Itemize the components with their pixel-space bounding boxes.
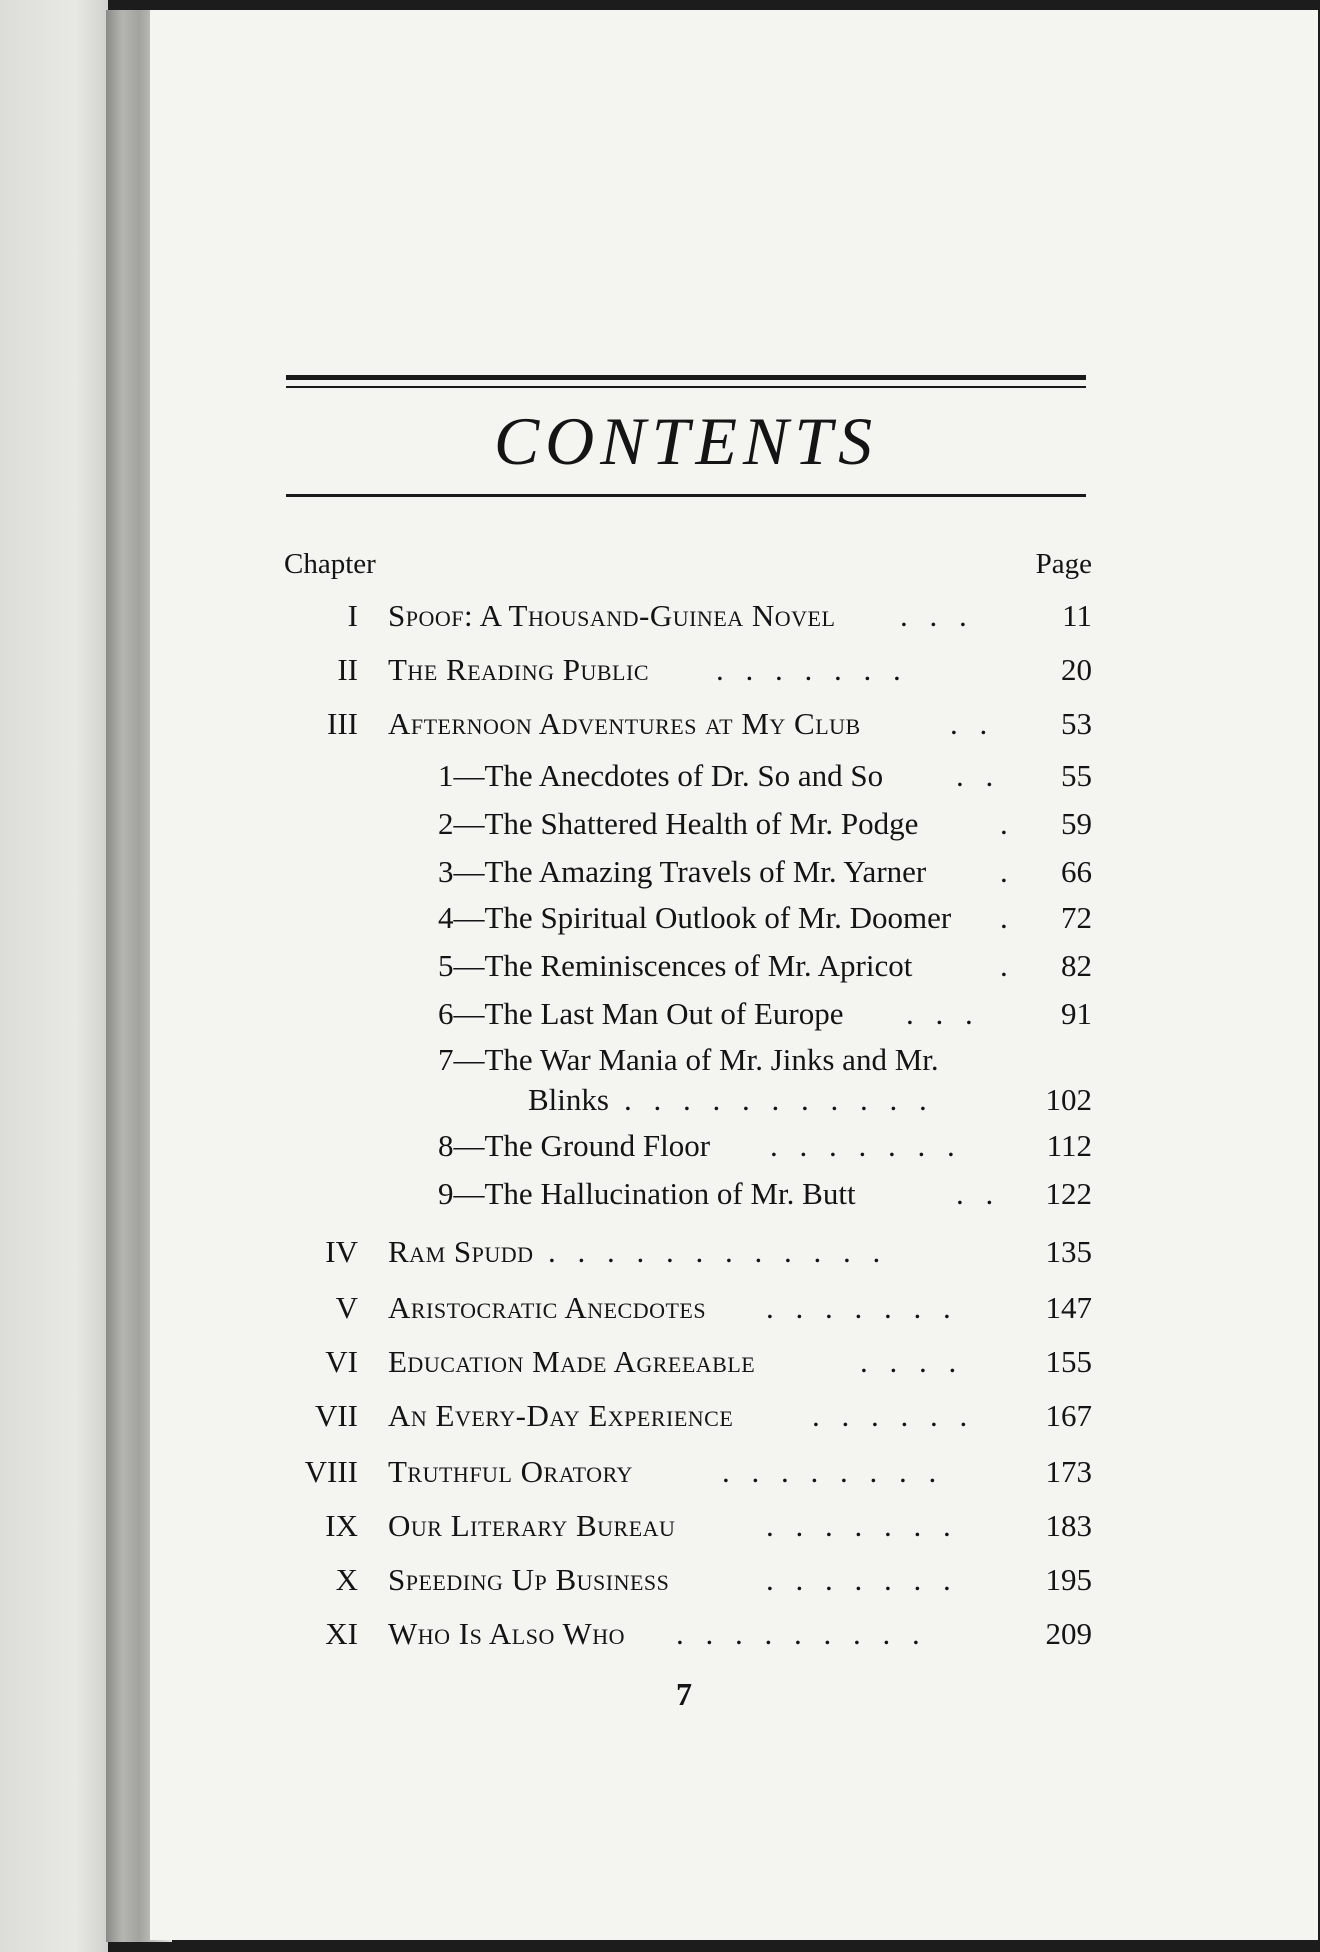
chapter-title: 3—The Amazing Travels of Mr. Yarner: [438, 854, 927, 889]
chapter-title: Speeding Up Business: [388, 1562, 670, 1597]
chapter-title: Truthful Oratory: [388, 1454, 633, 1489]
chapter-number: IV: [325, 1234, 358, 1269]
chapter-number: V: [335, 1290, 358, 1325]
chapter-title: 6—The Last Man Out of Europe: [438, 996, 844, 1031]
page-ref: 59: [1061, 806, 1092, 841]
chapter-title: 4—The Spiritual Outlook of Mr. Doomer: [438, 900, 952, 935]
chapter-title: 8—The Ground Floor: [438, 1128, 711, 1163]
chapter-number: X: [335, 1562, 358, 1597]
page-ref: 55: [1061, 758, 1092, 793]
title-underline-rule: [286, 494, 1086, 497]
dot-leader: . . . . . . .: [766, 1562, 951, 1597]
chapter-number: VII: [314, 1398, 358, 1433]
top-rule-thin: [286, 386, 1086, 388]
page-ref: 167: [1045, 1398, 1092, 1433]
chapter-title: 7—The War Mania of Mr. Jinks and Mr.: [438, 1042, 939, 1077]
dot-leader: . . . . . . .: [770, 1128, 955, 1163]
chapter-title: Who Is Also Who: [388, 1616, 626, 1651]
chapter-title: Education Made Agreeable: [388, 1344, 756, 1379]
page-ref: 112: [1046, 1128, 1092, 1163]
dot-leader: . . .: [906, 996, 973, 1031]
dot-leader: . .: [956, 758, 994, 793]
dot-leader: . . . .: [860, 1344, 957, 1379]
chapter-title: Our Literary Bureau: [388, 1508, 676, 1543]
chapter-number: I: [347, 598, 358, 633]
page-ref: 155: [1045, 1344, 1092, 1379]
page-ref: 173: [1045, 1454, 1092, 1489]
chapter-title: 2—The Shattered Health of Mr. Podge: [438, 806, 919, 841]
dot-leader: . .: [950, 706, 988, 741]
dot-leader: .: [1000, 806, 1008, 841]
dot-leader: .: [1000, 948, 1008, 983]
chapter-title: Blinks: [528, 1082, 609, 1117]
dot-leader: . . . . . . .: [766, 1508, 951, 1543]
chapter-title: The Reading Public: [388, 652, 649, 687]
page-ref: 66: [1061, 854, 1092, 889]
dot-leader: . . . . . . . . . . . .: [548, 1234, 881, 1269]
dot-leader: . . . . . . . .: [722, 1454, 937, 1489]
page-column-header: Page: [1035, 548, 1092, 580]
facing-page-edge: [0, 0, 108, 1952]
dot-leader: . . . . . . .: [716, 652, 901, 687]
page-ref: 147: [1045, 1290, 1092, 1325]
dot-leader: . . .: [900, 598, 967, 633]
page-ref: 195: [1045, 1562, 1092, 1597]
chapter-column-header: Chapter: [284, 548, 376, 580]
page-ref: 122: [1045, 1176, 1092, 1211]
page-ref: 91: [1061, 996, 1092, 1031]
page-ref: 11: [1062, 598, 1092, 633]
chapter-title: Afternoon Adventures at My Club: [388, 706, 861, 741]
chapter-title: Aristocratic Anecdotes: [388, 1290, 707, 1325]
chapter-number: VI: [325, 1344, 358, 1379]
dot-leader: . . . . . .: [812, 1398, 968, 1433]
page-ref: 53: [1061, 706, 1092, 741]
page-ref: 135: [1045, 1234, 1092, 1269]
page-ref: 102: [1045, 1082, 1092, 1117]
chapter-number: VIII: [304, 1454, 358, 1489]
page-ref: 183: [1045, 1508, 1092, 1543]
chapter-title: 5—The Reminiscences of Mr. Apricot: [438, 948, 913, 983]
dot-leader: . . . . . . . . . . .: [624, 1082, 927, 1117]
dot-leader: . .: [956, 1176, 994, 1211]
chapter-title: An Every-Day Experience: [388, 1398, 734, 1433]
top-rule-thick: [286, 375, 1086, 380]
dot-leader: . . . . . . .: [766, 1290, 951, 1325]
chapter-number: XI: [325, 1616, 358, 1651]
dot-leader: .: [1000, 854, 1008, 889]
page-ref: 20: [1061, 652, 1092, 687]
dot-leader: . . . . . . . . .: [676, 1616, 920, 1651]
chapter-title: 9—The Hallucination of Mr. Butt: [438, 1176, 856, 1211]
page-title: CONTENTS: [493, 403, 879, 479]
chapter-title: Ram Spudd: [388, 1234, 534, 1269]
dot-leader: .: [1000, 900, 1008, 935]
page-number: 7: [676, 1676, 692, 1712]
chapter-title: Spoof: A Thousand-Guinea Novel: [388, 598, 836, 633]
page-ref: 72: [1061, 900, 1092, 935]
page-ref: 82: [1061, 948, 1092, 983]
page-ref: 209: [1045, 1616, 1092, 1651]
chapter-title: 1—The Anecdotes of Dr. So and So: [438, 758, 884, 793]
chapter-number: III: [327, 706, 358, 741]
chapter-number: IX: [325, 1508, 358, 1543]
chapter-number: II: [337, 652, 358, 687]
